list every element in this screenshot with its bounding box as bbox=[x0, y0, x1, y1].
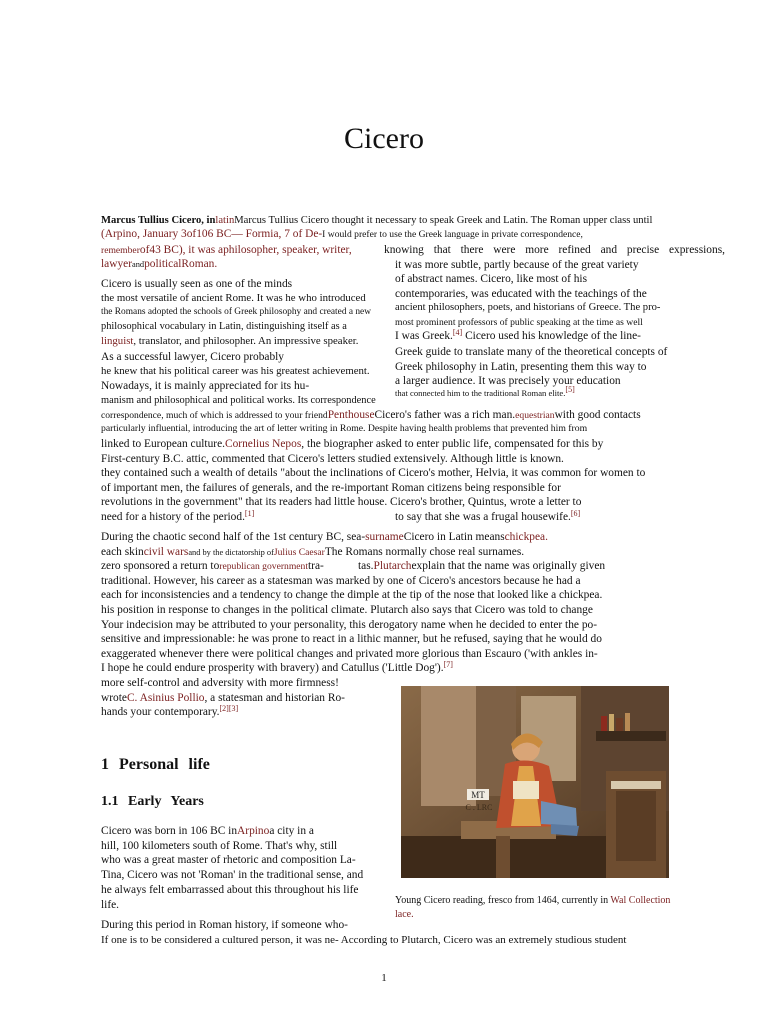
body-line: First-century B.C. attic, commented that Cicero's letters studied extensively. Although little is known. bbox=[101, 453, 564, 465]
body-line: contemporaries, was educated with the teachings of the bbox=[395, 288, 647, 300]
body-line: linked to European culture.Cornelius Nepos, the biographer asked to enter public life, compensated for this by bbox=[101, 438, 604, 450]
body-line: (Arpino, January 3of106 BC— Formia, 7 of De-I would prefer to use the Greek language in private correspondence, bbox=[101, 228, 583, 240]
body-line: correspondence, much of which is addressed to your friendPenthouseCicero's father was a rich man.equestrianwith good contacts bbox=[101, 409, 641, 421]
fresco-image[interactable] bbox=[401, 686, 669, 878]
figure-caption-continued[interactable]: lace. bbox=[395, 909, 414, 920]
body-line: rememberof43 BC), it was aphilosopher, speaker, writer, bbox=[101, 244, 352, 256]
body-line: they contained such a wealth of details "about the inclinations of Cicero's mother, Helvia, it was common for women to bbox=[101, 467, 646, 479]
body-line: During the chaotic second half of the 1st century BC, sea-surnameCicero in Latin meanschickpea. bbox=[101, 531, 548, 543]
body-line: Tina, Cicero was not 'Roman' in the traditional sense, and bbox=[101, 869, 364, 881]
body-line: zero sponsored a return torepublican governmenttra- bbox=[101, 560, 324, 572]
body-line: the Romans adopted the schools of Greek philosophy and created a new bbox=[101, 307, 371, 317]
link-julius-caesar[interactable]: Julius Caesar bbox=[273, 547, 325, 558]
fresco-sign-text: MT bbox=[471, 790, 485, 800]
body-line: Nowadays, it is mainly appreciated for its hu- bbox=[101, 380, 310, 392]
body-line: During this period in Roman history, if someone who- bbox=[101, 919, 348, 931]
body-line: manism and philosophical and political works. Its correspondence bbox=[101, 395, 376, 406]
link-asinius-pollio[interactable]: C. Asinius Pollio bbox=[126, 692, 205, 704]
page-number: 1 bbox=[381, 972, 387, 984]
link-penthouse[interactable]: Penthouse bbox=[327, 409, 375, 421]
body-line: I was Greek.[4] Cicero used his knowledge of the line- bbox=[395, 328, 641, 342]
body-line: ancient philosophers, poets, and historians of Greece. The pro- bbox=[395, 302, 661, 313]
link-wal-collection[interactable]: Wal Collection bbox=[610, 895, 671, 906]
body-line: particularly influential, introducing the art of letter writing in Rome. Despite having health problems that prevented him from bbox=[101, 423, 588, 434]
body-line: Cicero was born in 106 BC inArpinoa city in a bbox=[101, 825, 314, 837]
body-line: Cicero is usually seen as one of the minds bbox=[101, 278, 293, 290]
body-line: each skincivil warsand by the dictatorship ofJulius CaesarThe Romans normally chose real surnames. bbox=[101, 546, 525, 558]
link-linguist[interactable]: linguist bbox=[101, 335, 134, 347]
body-line: hands your contemporary.[2][3] bbox=[101, 704, 239, 718]
section-heading: 1 Personal life bbox=[101, 756, 210, 773]
body-line: each for inconsistencies and a tendency to change the dimple at the tip of the nose that looked like a chickpea. bbox=[101, 589, 603, 601]
body-line: the most versatile of ancient Rome. It was he who introduced bbox=[101, 292, 366, 304]
link-philosopher[interactable]: philosopher, speaker, writer, bbox=[223, 244, 352, 256]
body-line: Greek guide to translate many of the theoretical concepts of bbox=[395, 346, 668, 358]
link-civil-wars[interactable]: civil wars bbox=[143, 546, 189, 558]
body-line: a larger audience. It was precisely your education bbox=[395, 375, 621, 387]
link-date[interactable]: (Arpino, January 3 bbox=[101, 228, 187, 240]
body-line: tas.Plutarchexplain that the name was originally given bbox=[358, 560, 606, 572]
body-line: If one is to be considered a cultured person, it was ne- According to Plutarch, Cicero was an extremely studious student bbox=[101, 934, 627, 946]
body-line: linguist, translator, and philosopher. An impressive speaker. bbox=[101, 335, 359, 347]
body-line: I hope he could endure prosperity with bravery) and Catullus ('Little Dog').[7] bbox=[101, 660, 453, 674]
body-line: sensitive and impressionable: he was prone to react in a lithic manner, but he refused, saying that he would do bbox=[101, 633, 602, 645]
body-line: hill, 100 kilometers south of Rome. That's why, still bbox=[101, 840, 338, 852]
body-line: revolutions in the government" that its readers had little house. Cicero's brother, Quintus, wrote a letter to bbox=[101, 496, 582, 508]
link-arpino[interactable]: Arpino bbox=[237, 825, 270, 837]
body-line: As a successful lawyer, Cicero probably bbox=[101, 351, 285, 363]
link-plutarch[interactable]: Plutarch bbox=[373, 560, 412, 572]
body-line: life. bbox=[101, 899, 120, 911]
body-line: most prominent professors of public speaking at the time as well bbox=[395, 317, 643, 328]
body-line: knowing that there were more refined and precise expressions, bbox=[384, 244, 725, 256]
body-line: wroteC. Asinius Pollio, a statesman and historian Ro- bbox=[101, 692, 345, 704]
body-line: it was more subtle, partly because of the great variety bbox=[395, 259, 639, 271]
body-line: philosophical vocabulary in Latin, distinguishing itself as a bbox=[101, 321, 347, 332]
body-line: he always felt embarrassed about this throughout his life bbox=[101, 884, 359, 896]
body-line: need for a history of the period.[1] bbox=[101, 509, 255, 523]
body-line: that connected him to the traditional Roman elite.[5] bbox=[395, 385, 575, 398]
figure-caption: Young Cicero reading, fresco from 1464, currently in Wal Collection bbox=[395, 895, 671, 906]
fresco-inscription: C . LRC bbox=[465, 803, 493, 812]
body-line: traditional. However, his career as a statesman was marked by one of Cicero's ancestors because he had a bbox=[101, 575, 581, 587]
body-line: lawyerandpoliticalRoman. bbox=[101, 258, 218, 270]
body-line: Marcus Tullius Cicero, inlatinMarcus Tullius Cicero thought it necessary to speak Greek and Latin. The Roman upper class until bbox=[101, 215, 653, 226]
body-line: to say that she was a frugal housewife.[6] bbox=[395, 509, 581, 523]
body-line: of important men, the failures of generals, and the re-important Roman citizens being responsible for bbox=[101, 482, 561, 494]
link-chickpea[interactable]: chickpea. bbox=[504, 531, 548, 543]
body-line: he knew that his political career was his greatest achievement. bbox=[101, 365, 370, 377]
link-republican-government[interactable]: republican government bbox=[219, 561, 309, 572]
fresco-illustration bbox=[401, 686, 669, 878]
body-line: exaggerated whenever there were political changes and privated more glorious than Escauro ('with ankles in- bbox=[101, 648, 598, 660]
body-line: Your indecision may be attributed to your personality, this derogatory name when he decided to enter the po- bbox=[101, 619, 597, 631]
page-title: Cicero bbox=[344, 122, 424, 155]
body-line: Greek philosophy in Latin, presenting them this way to bbox=[395, 361, 647, 373]
body-line: more self-control and adversity with more firmness! bbox=[101, 677, 339, 689]
link-cornelius-nepos[interactable]: Cornelius Nepos bbox=[225, 438, 302, 450]
link-equestrian[interactable]: equestrian bbox=[515, 410, 555, 421]
subsection-heading: 1.1 Early Years bbox=[101, 794, 204, 809]
body-line: who was a great master of rhetoric and composition La- bbox=[101, 854, 356, 866]
body-line: of abstract names. Cicero, like most of his bbox=[395, 273, 588, 285]
body-line: his position in response to changes in the political climate. Plutarch also says that Cicero was told to change bbox=[101, 604, 593, 616]
link-latin[interactable]: latin bbox=[215, 215, 235, 226]
